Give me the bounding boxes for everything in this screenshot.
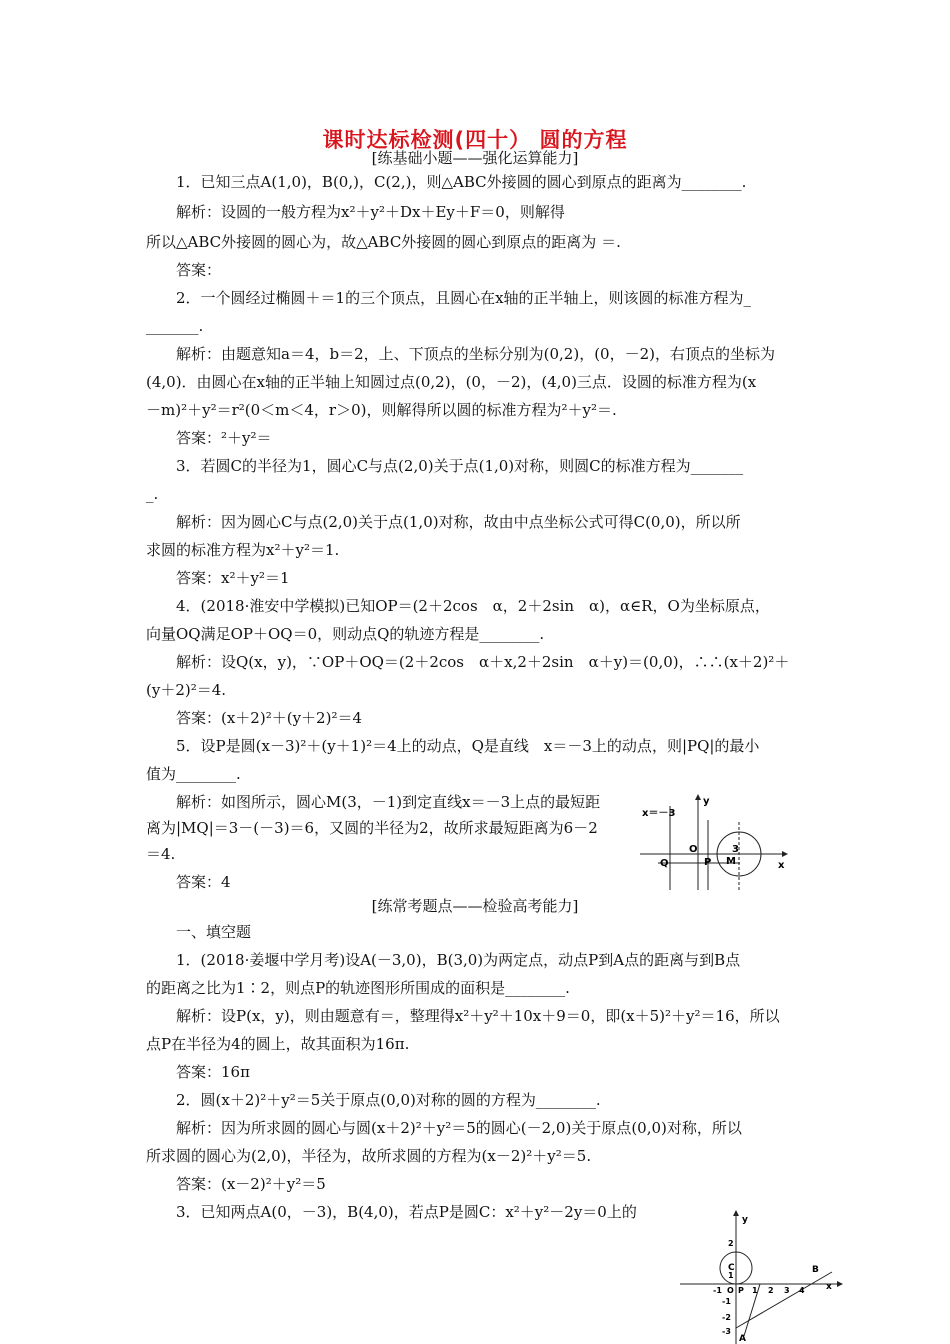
tick-x-3: 3 [784,1286,790,1295]
exam-line: 解析：因为所求圆的圆心与圆(x＋2)²＋y²＝5的圆心(－2,0)关于原点(0,0)对称，所以 [176,1119,742,1137]
basic-line: 答案：²＋y²＝ [176,429,272,447]
tick-y-neg1: -1 [722,1297,731,1306]
label-origin: O [689,844,698,855]
basic-line: 4．(2018·淮安中学模拟)已知OP＝(2＋2cos α，2＋2sin α)，α∈R，O为坐标原点， [176,597,770,615]
exam-line: 解析：设P(x，y)，则由题意有＝，整理得x²＋y²＋10x＋9＝0，即(x＋5)²＋y²＝16，所以 [176,1007,780,1025]
basic-line: 答案：(x＋2)²＋(y＋2)²＝4 [176,709,362,727]
basic-line: 向量OQ满足OP＋OQ＝0，则动点Q的轨迹方程是________. [146,625,545,643]
basic-line: －m)²＋y²＝r²(0＜m＜4，r＞0)，则解得所以圆的标准方程为²＋y²＝. [146,401,617,419]
exam-line: 答案：16π [176,1063,250,1081]
basic-line: 5．设P是圆(x－3)²＋(y＋1)²＝4上的动点，Q是直线 x＝－3上的动点，则|PQ|的最小 [176,737,760,755]
exam-line: 一、填空题 [176,923,252,941]
label-y-axis: y [703,796,710,807]
basic-line: 解析：设圆的一般方程为x²＋y²＋Dx＋Ey＋F＝0，则解得 [176,203,565,221]
tick-x-2: 2 [768,1286,774,1295]
label-a: A [739,1334,746,1344]
exam-line: 点P在半径为4的圆上，故其面积为16π. [146,1035,410,1053]
basic-line: 2．一个圆经过椭圆＋＝1的三个顶点，且圆心在x轴的正半轴上，则该圆的标准方程为_ [176,289,752,307]
label-x-axis-2: x [826,1282,832,1292]
label-y-axis-2: y [742,1215,748,1225]
section-heading-basic: [练基础小题——强化运算能力] [371,149,579,167]
label-b: B [812,1265,819,1275]
label-p-2: P [738,1286,744,1295]
exam-line: 1．(2018·姜堰中学月考)设A(－3,0)，B(3,0)为两定点，动点P到A点的距离与到B点 [176,951,741,969]
section-heading-exam: [练常考题点——检验高考能力] [371,897,579,915]
exam-line: 答案：(x－2)²＋y²＝5 [176,1175,326,1193]
label-m: M [726,856,736,867]
label-x-axis: x [778,860,785,871]
basic-line: 3．若圆C的半径为1，圆心C与点(2,0)关于点(1,0)对称，则圆C的标准方程为_______ [176,457,744,475]
basic-line: 离为|MQ|＝3－(－3)＝6，又圆的半径为2，故所求最短距离为6－2 [146,819,598,837]
basic-line: ＝4. [146,845,176,863]
basic-line: (4,0)．由圆心在x轴的正半轴上知圆过点(0,2)，(0，－2)，(4,0)三点．设圆的标准方程为(x [146,373,757,391]
basic-line: 1．已知三点A(1,0)，B(0,)，C(2,)，则△ABC外接圆的圆心到原点的距离为________. [176,173,747,191]
basic-line: 解析：由题意知a＝4，b＝2，上、下顶点的坐标分别为(0,2)，(0，－2)，右顶点的坐标为 [176,345,775,363]
basic-line: 所以△ABC外接圆的圆心为，故△ABC外接圆的圆心到原点的距离为 ＝. [146,233,621,251]
basic-line: 解析：设Q(x，y)，∵OP＋OQ＝(2＋2cos α＋x,2＋2sin α＋y)＝(0,0)，∴∴(x＋2)²＋ [176,653,790,671]
basic-line: 答案：x²＋y²＝1 [176,569,290,587]
figure-circle-line [640,792,790,892]
page-title: 课时达标检测(四十） 圆的方程 [322,128,628,152]
label-q: Q [660,858,669,869]
label-c: C [728,1263,735,1273]
basic-line: 求圆的标准方程为x²＋y²＝1. [146,541,340,559]
tick-x-1: 1 [752,1286,758,1295]
basic-line: 解析：因为圆心C与点(2,0)关于点(1,0)对称，故由中点坐标公式可得C(0,0)，所以所 [176,513,741,531]
tick-y-1: 1 [728,1271,734,1280]
label-origin-2: O [727,1286,734,1295]
basic-line: 解析：如图所示，圆心M(3，－1)到定直线x＝－3上点的最短距 [176,793,601,811]
exam-line: 3．已知两点A(0，－3)，B(4,0)，若点P是圆C：x²＋y²－2y＝0上的 [176,1203,637,1221]
label-line-x: x＝－3 [642,808,676,819]
basic-line: _. [146,485,159,503]
basic-line: _______. [146,317,204,335]
figure-circle-c [680,1208,850,1344]
basic-line: 答案： [176,261,222,279]
tick-y-neg2: -2 [722,1313,731,1322]
basic-line: (y＋2)²＝4. [146,681,227,699]
tick-y-neg3: -3 [722,1327,731,1336]
basic-line: 答案：4 [176,873,231,891]
exam-line: 2．圆(x＋2)²＋y²＝5关于原点(0,0)对称的圆的方程为________. [176,1091,601,1109]
basic-line: 值为________. [146,765,241,783]
tick-x-4: 4 [799,1286,805,1295]
tick-y-2: 2 [728,1239,734,1248]
label-neg1-x: -1 [713,1286,722,1295]
exam-line: 的距离之比为1∶2，则点P的轨迹图形所围成的面积是________. [146,979,570,997]
label-three: 3 [732,844,739,855]
label-p: P [704,857,712,868]
exam-line: 所求圆的圆心为(2,0)，半径为，故所求圆的方程为(x－2)²＋y²＝5. [146,1147,592,1165]
